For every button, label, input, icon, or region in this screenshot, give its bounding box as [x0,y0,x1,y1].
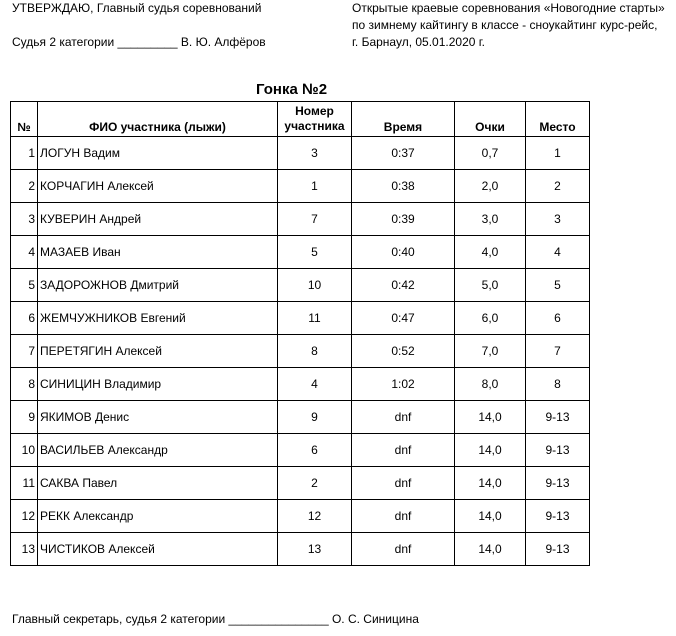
cell-participant-name: РЕКК Александр [38,500,278,533]
cell-time: 0:40 [352,236,455,269]
chief-judge-signature-line: Судья 2 категории _________ В. Ю. Алфёров [12,35,266,49]
table-row [11,335,590,368]
cell-index: 3 [11,203,38,236]
cell-points: 8,0 [455,368,526,401]
cell-place: 5 [526,269,590,302]
cell-bib-number: 13 [278,533,352,566]
cell-participant-name: ПЕРЕТЯГИН Алексей [38,335,278,368]
cell-time: 0:38 [352,170,455,203]
cell-participant-name: СИНИЦИН Владимир [38,368,278,401]
cell-index: 6 [11,302,38,335]
cell-participant-name: МАЗАЕВ Иван [38,236,278,269]
cell-bib-number: 3 [278,137,352,170]
cell-index: 13 [11,533,38,566]
cell-index: 5 [11,269,38,302]
cell-participant-name: ЯКИМОВ Денис [38,401,278,434]
cell-time: dnf [352,434,455,467]
column-header-place: Место [526,102,590,137]
cell-index: 12 [11,500,38,533]
cell-bib-number: 6 [278,434,352,467]
cell-index: 7 [11,335,38,368]
cell-points: 0,7 [455,137,526,170]
cell-time: 0:42 [352,269,455,302]
cell-bib-number: 9 [278,401,352,434]
cell-points: 14,0 [455,500,526,533]
cell-bib-number: 11 [278,302,352,335]
results-table-body [11,137,590,566]
cell-index: 9 [11,401,38,434]
cell-index: 2 [11,170,38,203]
cell-time: dnf [352,401,455,434]
cell-points: 7,0 [455,335,526,368]
column-header-time: Время [352,102,455,137]
cell-place: 8 [526,368,590,401]
cell-place: 3 [526,203,590,236]
cell-bib-number: 2 [278,467,352,500]
cell-participant-name: ЗАДОРОЖНОВ Дмитрий [38,269,278,302]
table-row [11,434,590,467]
cell-points: 4,0 [455,236,526,269]
table-row [11,401,590,434]
event-location-date: г. Барнаул, 05.01.2020 г. [352,35,486,49]
cell-points: 14,0 [455,434,526,467]
cell-place: 9-13 [526,467,590,500]
cell-place: 1 [526,137,590,170]
race-title: Гонка №2 [256,81,328,98]
cell-points: 5,0 [455,269,526,302]
table-header-row [11,102,590,137]
column-header-bib: Номер участника [278,102,352,137]
event-title-line-1: Открытые краевые соревнования «Новогодние старты» [352,1,665,15]
cell-bib-number: 5 [278,236,352,269]
cell-points: 14,0 [455,467,526,500]
cell-time: 0:37 [352,137,455,170]
cell-participant-name: ЛОГУН Вадим [38,137,278,170]
cell-place: 7 [526,335,590,368]
cell-index: 11 [11,467,38,500]
table-row [11,533,590,566]
table-row [11,467,590,500]
cell-participant-name: КОРЧАГИН Алексей [38,170,278,203]
cell-participant-name: ВАСИЛЬЕВ Александр [38,434,278,467]
cell-index: 10 [11,434,38,467]
cell-index: 8 [11,368,38,401]
cell-bib-number: 8 [278,335,352,368]
cell-points: 14,0 [455,533,526,566]
approval-heading: УТВЕРЖДАЮ, Главный судья соревнований [12,1,262,15]
cell-participant-name: ЧИСТИКОВ Алексей [38,533,278,566]
results-table [10,101,590,566]
cell-time: 0:47 [352,302,455,335]
event-title-line-2: по зимнему кайтингу в классе - сноукайтинг курс-рейс, [352,18,658,32]
table-row [11,203,590,236]
cell-bib-number: 4 [278,368,352,401]
cell-points: 6,0 [455,302,526,335]
cell-time: dnf [352,500,455,533]
cell-place: 9-13 [526,500,590,533]
table-row [11,137,590,170]
cell-points: 3,0 [455,203,526,236]
column-header-name: ФИО участника (лыжи) [38,102,278,137]
cell-place: 9-13 [526,533,590,566]
cell-bib-number: 10 [278,269,352,302]
table-row [11,170,590,203]
table-row [11,368,590,401]
cell-place: 6 [526,302,590,335]
cell-bib-number: 7 [278,203,352,236]
secretary-signature-line: Главный секретарь, судья 2 категории _______________ О. С. Синицина [12,612,419,626]
cell-place: 9-13 [526,401,590,434]
cell-time: 0:52 [352,335,455,368]
cell-points: 14,0 [455,401,526,434]
cell-points: 2,0 [455,170,526,203]
cell-place: 4 [526,236,590,269]
table-row [11,269,590,302]
cell-time: 0:39 [352,203,455,236]
cell-participant-name: КУВЕРИН Андрей [38,203,278,236]
cell-participant-name: ЖЕМЧУЖНИКОВ Евгений [38,302,278,335]
cell-index: 4 [11,236,38,269]
column-header-points: Очки [455,102,526,137]
table-row [11,302,590,335]
cell-time: dnf [352,467,455,500]
cell-time: 1:02 [352,368,455,401]
cell-bib-number: 12 [278,500,352,533]
column-header-index: № [11,102,38,137]
cell-time: dnf [352,533,455,566]
cell-participant-name: САКВА Павел [38,467,278,500]
table-row [11,500,590,533]
cell-index: 1 [11,137,38,170]
cell-bib-number: 1 [278,170,352,203]
cell-place: 2 [526,170,590,203]
cell-place: 9-13 [526,434,590,467]
table-row [11,236,590,269]
